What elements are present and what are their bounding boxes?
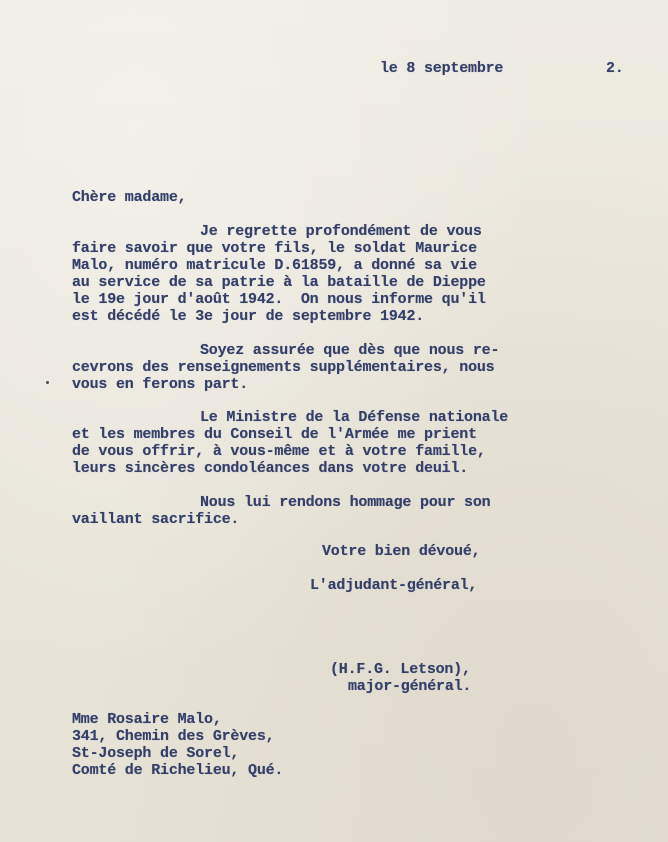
paper-speck	[46, 381, 49, 384]
body-paragraph-3-line: Le Ministre de la Défense nationale	[200, 409, 509, 426]
body-paragraph-3-line: leurs sincères condoléances dans votre deuil.	[72, 460, 469, 477]
body-paragraph-1-line: le 19e jour d'août 1942. On nous informe qu'il	[72, 291, 486, 308]
recipient-address-line: Mme Rosaire Malo,	[72, 711, 222, 728]
body-paragraph-3-line: et les membres du Conseil de l'Armée me prient	[72, 426, 477, 443]
body-paragraph-1-line: Je regrette profondément de vous	[200, 223, 482, 240]
complimentary-close: Votre bien dévoué,	[322, 543, 481, 560]
body-paragraph-4-line: Nous lui rendons hommage pour son	[200, 494, 491, 511]
salutation: Chère madame,	[72, 189, 187, 206]
body-paragraph-2-line: Soyez assurée que dès que nous re-	[200, 342, 500, 359]
body-paragraph-1-line: est décédé le 3e jour de septembre 1942.	[72, 308, 425, 325]
body-paragraph-2-line: vous en ferons part.	[72, 376, 249, 393]
closing-title: L'adjudant-général,	[310, 577, 478, 594]
body-paragraph-1-line: faire savoir que votre fils, le soldat Maurice	[72, 240, 477, 257]
body-paragraph-1-line: Malo, numéro matricule D.61859, a donné sa vie	[72, 257, 477, 274]
recipient-address-line: Comté de Richelieu, Qué.	[72, 762, 284, 779]
recipient-address-line: St-Joseph de Sorel,	[72, 745, 240, 762]
body-paragraph-3-line: de vous offrir, à vous-même et à votre famille,	[72, 443, 486, 460]
page-number: 2.	[606, 60, 624, 77]
recipient-address-line: 341, Chemin des Grèves,	[72, 728, 275, 745]
signature-rank: major-général.	[348, 678, 472, 695]
signature-name: (H.F.G. Letson),	[330, 661, 471, 678]
body-paragraph-1-line: au service de sa patrie à la bataille de Dieppe	[72, 274, 486, 291]
letter-date: le 8 septembre	[380, 60, 504, 77]
body-paragraph-2-line: cevrons des renseignements supplémentaires, nous	[72, 359, 495, 376]
body-paragraph-4-line: vaillant sacrifice.	[72, 511, 240, 528]
